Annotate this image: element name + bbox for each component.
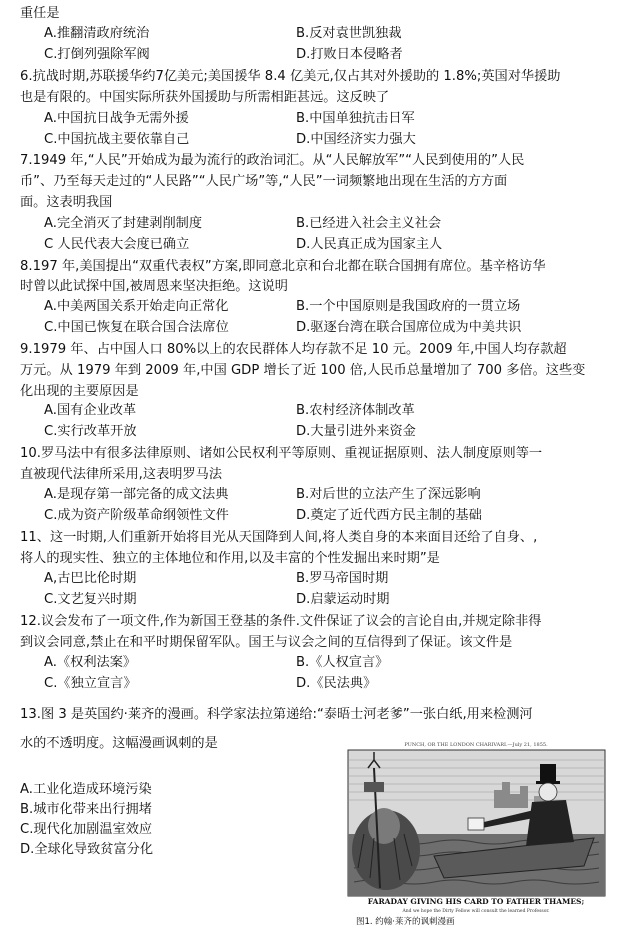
q7-option-c[interactable]: C 人民代表大会度已确立 bbox=[44, 237, 190, 252]
q7-stem-line-3: 面。这表明我国 bbox=[20, 195, 113, 210]
q13-stem-line-1: 13.图 3 是英国约·莱齐的漫画。科学家法拉第递给:“泰晤士河老爹”一张白纸,用来检测河 bbox=[20, 707, 533, 722]
q11-option-b[interactable]: B.罗马帝国时期 bbox=[296, 571, 389, 586]
cartoon-caption-english-sub: And we hope the Dirty Fellow will consult the learned Professor. bbox=[402, 909, 550, 914]
q11-stem-line-1: 11、这一时期,人们重新开始将目光从天国降到人间,将人类自身的本来面目还给了自身、, bbox=[20, 530, 538, 545]
q6-stem-line-1: 6.抗战时期,苏联援华约7亿美元;美国援华 8.4 亿美元,仅占其对外援助的 1.8%;英国对华援助 bbox=[20, 69, 561, 84]
q8-stem-line-2: 时曾以此试探中国,被周恩来坚决拒绝。这说明 bbox=[20, 279, 288, 294]
q11-option-a[interactable]: A,古巴比伦时期 bbox=[44, 571, 137, 586]
q11-stem-line-2: 将人的现实性、独立的主体地位和作用,以及丰富的个性发掘出来时期”是 bbox=[20, 551, 440, 566]
q9-option-b[interactable]: B.农村经济体制改革 bbox=[296, 403, 415, 418]
q9-option-d[interactable]: D.大量引进外来资金 bbox=[296, 424, 416, 439]
q9-option-a[interactable]: A.国有企业改革 bbox=[44, 403, 137, 418]
cartoon-header-text: PUNCH, OR THE LONDON CHARIVARI.—July 21, 1855. bbox=[404, 742, 548, 748]
q10-stem-line-1: 10.罗马法中有很多法律原则、诸如公民权利平等原则、重视证据原则、法人制度原则等一 bbox=[20, 446, 543, 461]
q9-stem-line-3: 化出现的主要原因是 bbox=[20, 384, 139, 399]
q10-option-d[interactable]: D.奠定了近代西方民主制的基础 bbox=[296, 508, 482, 523]
q5-option-d[interactable]: D.打败日本侵略者 bbox=[296, 47, 403, 62]
q6-stem-line-2: 也是有限的。中国实际所获外国援助与所需相距甚远。这反映了 bbox=[20, 90, 390, 105]
q10-stem-line-2: 直被现代法律所采用,这表明罗马法 bbox=[20, 467, 223, 482]
q12-stem-line-2: 到议会同意,禁止在和平时期保留军队。国王与议会之间的互信得到了保证。该文件是 bbox=[20, 635, 513, 650]
q5-stem-tail: 重任是 bbox=[20, 6, 60, 21]
q10-option-b[interactable]: B.对后世的立法产生了深远影响 bbox=[296, 487, 481, 502]
q12-stem-line-1: 12.议会发布了一项文件,作为新国王登基的条件.文件保证了议会的言论自由,并规定除非得 bbox=[20, 614, 542, 629]
q12-option-c[interactable]: C.《独立宣言》 bbox=[44, 676, 137, 691]
q8-option-b[interactable]: B.一个中国原则是我国政府的一贯立场 bbox=[296, 299, 521, 314]
q5-option-c[interactable]: C.打倒列强除军阀 bbox=[44, 47, 150, 62]
q8-option-d[interactable]: D.驱逐台湾在联合国席位成为中美共识 bbox=[296, 320, 522, 335]
q13-stem-line-2: 水的不透明度。这幅漫画讽刺的是 bbox=[20, 736, 218, 751]
q5-option-b[interactable]: B.反对袁世凯独裁 bbox=[296, 26, 402, 41]
q11-option-c[interactable]: C.文艺复兴时期 bbox=[44, 592, 137, 607]
q6-option-a[interactable]: A.中国抗日战争无需外援 bbox=[44, 111, 189, 126]
cartoon-caption-english: FARADAY GIVING HIS CARD TO FATHER THAMES; bbox=[367, 897, 585, 906]
q8-stem-line-1: 8.197 年,美国提出“双重代表权”方案,即同意北京和台北都在联合国拥有席位。基辛格访华 bbox=[20, 259, 546, 274]
q7-option-b[interactable]: B.已经进入社会主义社会 bbox=[296, 216, 442, 231]
q9-option-c[interactable]: C.实行改革开放 bbox=[44, 424, 137, 439]
cartoon-caption-chinese: 图1. 约翰·莱齐的讽刺漫画 bbox=[356, 917, 455, 927]
q7-stem-line-2: 币”、乃至每天走过的“人民路”“人民广场”等,“人民”一词频繁地出现在生活的方方面 bbox=[20, 174, 508, 189]
q12-option-a[interactable]: A.《权利法案》 bbox=[44, 655, 137, 670]
q13-option-c[interactable]: C.现代化加剧温室效应 bbox=[20, 822, 153, 837]
q8-option-a[interactable]: A.中美两国关系开始走向正常化 bbox=[44, 299, 229, 314]
q9-stem-line-1: 9.1979 年、占中国人口 80%以上的农民群体人均存款不足 10 元。2009 年,中国人均存款超 bbox=[20, 342, 567, 357]
q6-option-b[interactable]: B.中国单独抗击日军 bbox=[296, 111, 415, 126]
q6-option-c[interactable]: C.中国抗战主要依靠自己 bbox=[44, 132, 190, 147]
q10-option-c[interactable]: C.成为资产阶级革命纲领性文件 bbox=[44, 508, 229, 523]
q13-option-b[interactable]: B.城市化带来出行拥堵 bbox=[20, 802, 152, 817]
q7-option-a[interactable]: A.完全消灭了封建剥削制度 bbox=[44, 216, 203, 231]
q10-option-a[interactable]: A.是现存第一部完备的成文法典 bbox=[44, 487, 229, 502]
q11-option-d[interactable]: D.启蒙运动时期 bbox=[296, 592, 390, 607]
q6-option-d[interactable]: D.中国经济实力强大 bbox=[296, 132, 416, 147]
q13-option-a[interactable]: A.工业化造成环境污染 bbox=[20, 782, 152, 797]
q8-option-c[interactable]: C.中国已恢复在联合国合法席位 bbox=[44, 320, 229, 335]
q7-stem-line-1: 7.1949 年,“人民”开始成为最为流行的政治词汇。从“人民解放军”“人民到使用的”人民 bbox=[20, 153, 525, 168]
q12-option-d[interactable]: D.《民法典》 bbox=[296, 676, 377, 691]
q5-option-a[interactable]: A.推翻清政府统治 bbox=[44, 26, 150, 41]
q7-option-d[interactable]: D.人民真正成为国家主人 bbox=[296, 237, 443, 252]
q9-stem-line-2: 万元。从 1979 年到 2009 年,中国 GDP 增长了近 100 倍,人民币总量增加了 700 多倍。这些变 bbox=[20, 363, 586, 378]
q12-option-b[interactable]: B.《人权宣言》 bbox=[296, 655, 389, 670]
q13-option-d[interactable]: D.全球化导致贫富分化 bbox=[20, 842, 154, 857]
faraday-thames-cartoon bbox=[344, 738, 609, 928]
